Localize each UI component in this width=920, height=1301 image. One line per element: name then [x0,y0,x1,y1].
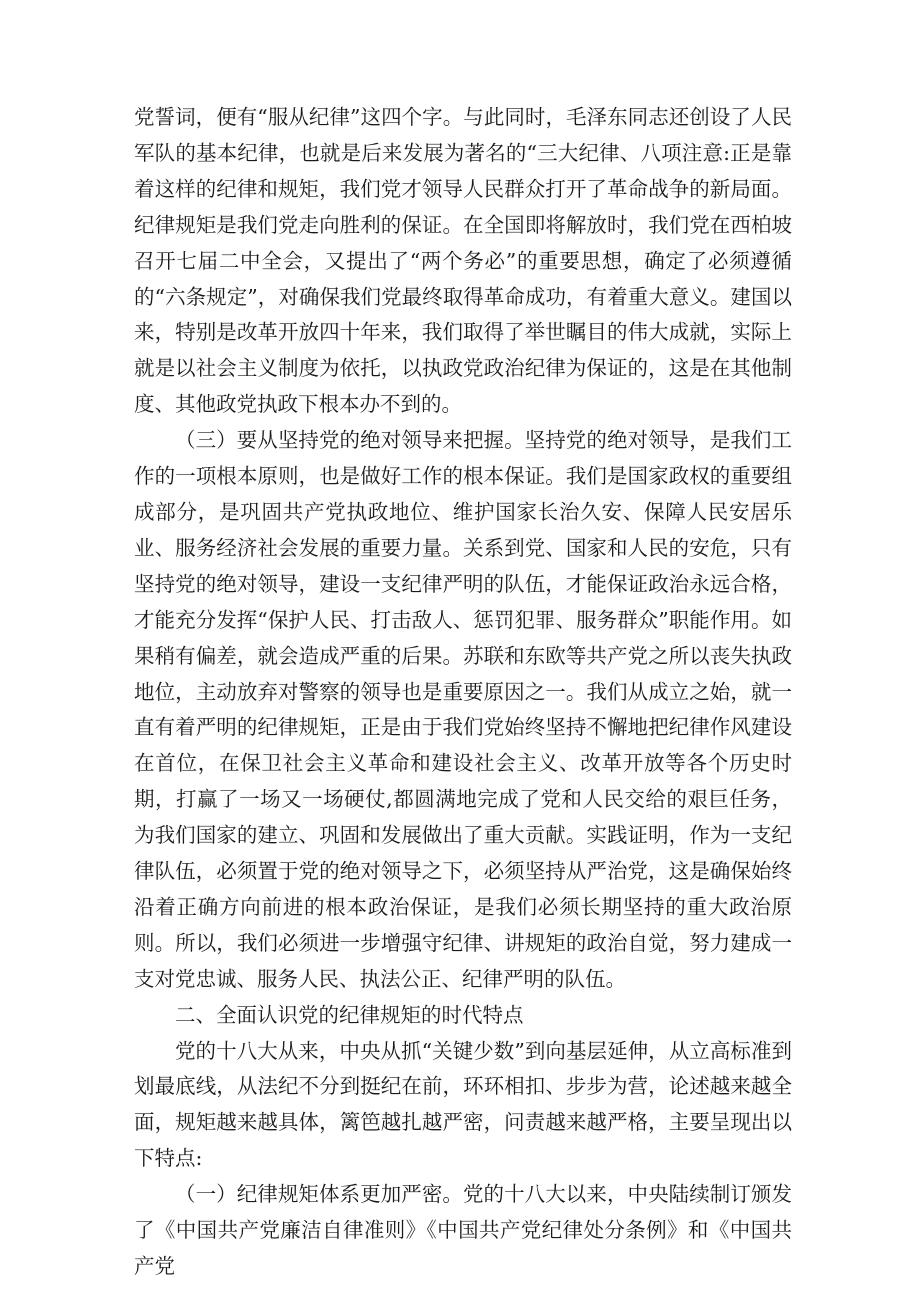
paragraph-since-18th-congress: 党的十八大从来，中央从抓“关键少数”到向基层延伸，从立高标准到划最底线，从法纪不分到挺纪在前，环环相扣、步步为营，论述越来越全面，规矩越来越具体，篱笆越扎越严密，问责越来越严格，主要呈现出以下特点: [134,1038,792,1171]
document-body [134,100,792,1285]
paragraph-party-oath: 党誓词，便有“服从纪律”这四个字。与此同时，毛泽东同志还创设了人民军队的基本纪律，也就是后来发展为著名的“三大纪律、八项注意:正是靠着这样的纪律和规矩，我们党才领导人民群众打开了革命战争的新局面。纪律规矩是我们党走向胜利的保证。在全国即将解放时，我们党在西柏坡召开七届二中全会，又提出了“两个务必”的重要思想，确定了必须遵循的“六条规定”，对确保我们党最终取得革命成功，有着重大意义。建国以来，特别是改革开放四十年来，我们取得了举世瞩目的伟大成就，实际上就是以社会主义制度为依托，以执政党政治纪律为保证的，这是在其他制度、其他政党执政下根本办不到的。 [134,105,792,417]
section-heading-era-features: 二、全面认识党的纪律规矩的时代特点 [175,1002,524,1027]
paragraph-party-leadership: （三）要从坚持党的绝对领导来把握。坚持党的绝对领导，是我们工作的一项根本原则，也是做好工作的根本保证。我们是国家政权的重要组成部分，是巩固共产党执政地位、维护国家长治久安、保障人民安居乐业、服务经济社会发展的重要力量。关系到党、国家和人民的安危，只有坚持党的绝对领导，建设一支纪律严明的队伍，才能保证政治永远合格，才能充分发挥“保护人民、打击敌人、惩罚犯罪、服务群众”职能作用。如果稍有偏差，就会造成严重的后果。苏联和东欧等共产党之所以丧失执政地位，主动放弃对警察的领导也是重要原因之一。我们从成立之始，就一直有着严明的纪律规矩，正是由于我们党始终坚持不懈地把纪律作风建设在首位，在保卫社会主义革命和建设社会主义、改革开放等各个历史时期，打赢了一场又一场硬仗,都圆满地完成了党和人民交给的艰巨任务，为我们国家的建立、巩固和发展做出了重大贡献。实践证明，作为一支纪律队伍，必须置于党的绝对领导之下，必须坚持从严治党，这是确保始终沿着正确方向前进的根本政治保证，是我们必须长期坚持的重大政治原则。所以，我们必须进一步增强守纪律、讲规矩的政治自觉，努力建成一支对党忠诚、服务人民、执法公正、纪律严明的队伍。 [134,428,792,991]
paragraph-discipline-system: （一）纪律规矩体系更加严密。党的十八大以来，中央陆续制订颁发了《中国共产党廉洁自律准则》《中国共产党纪律处分条例》和《中国共产党 [134,1182,792,1278]
